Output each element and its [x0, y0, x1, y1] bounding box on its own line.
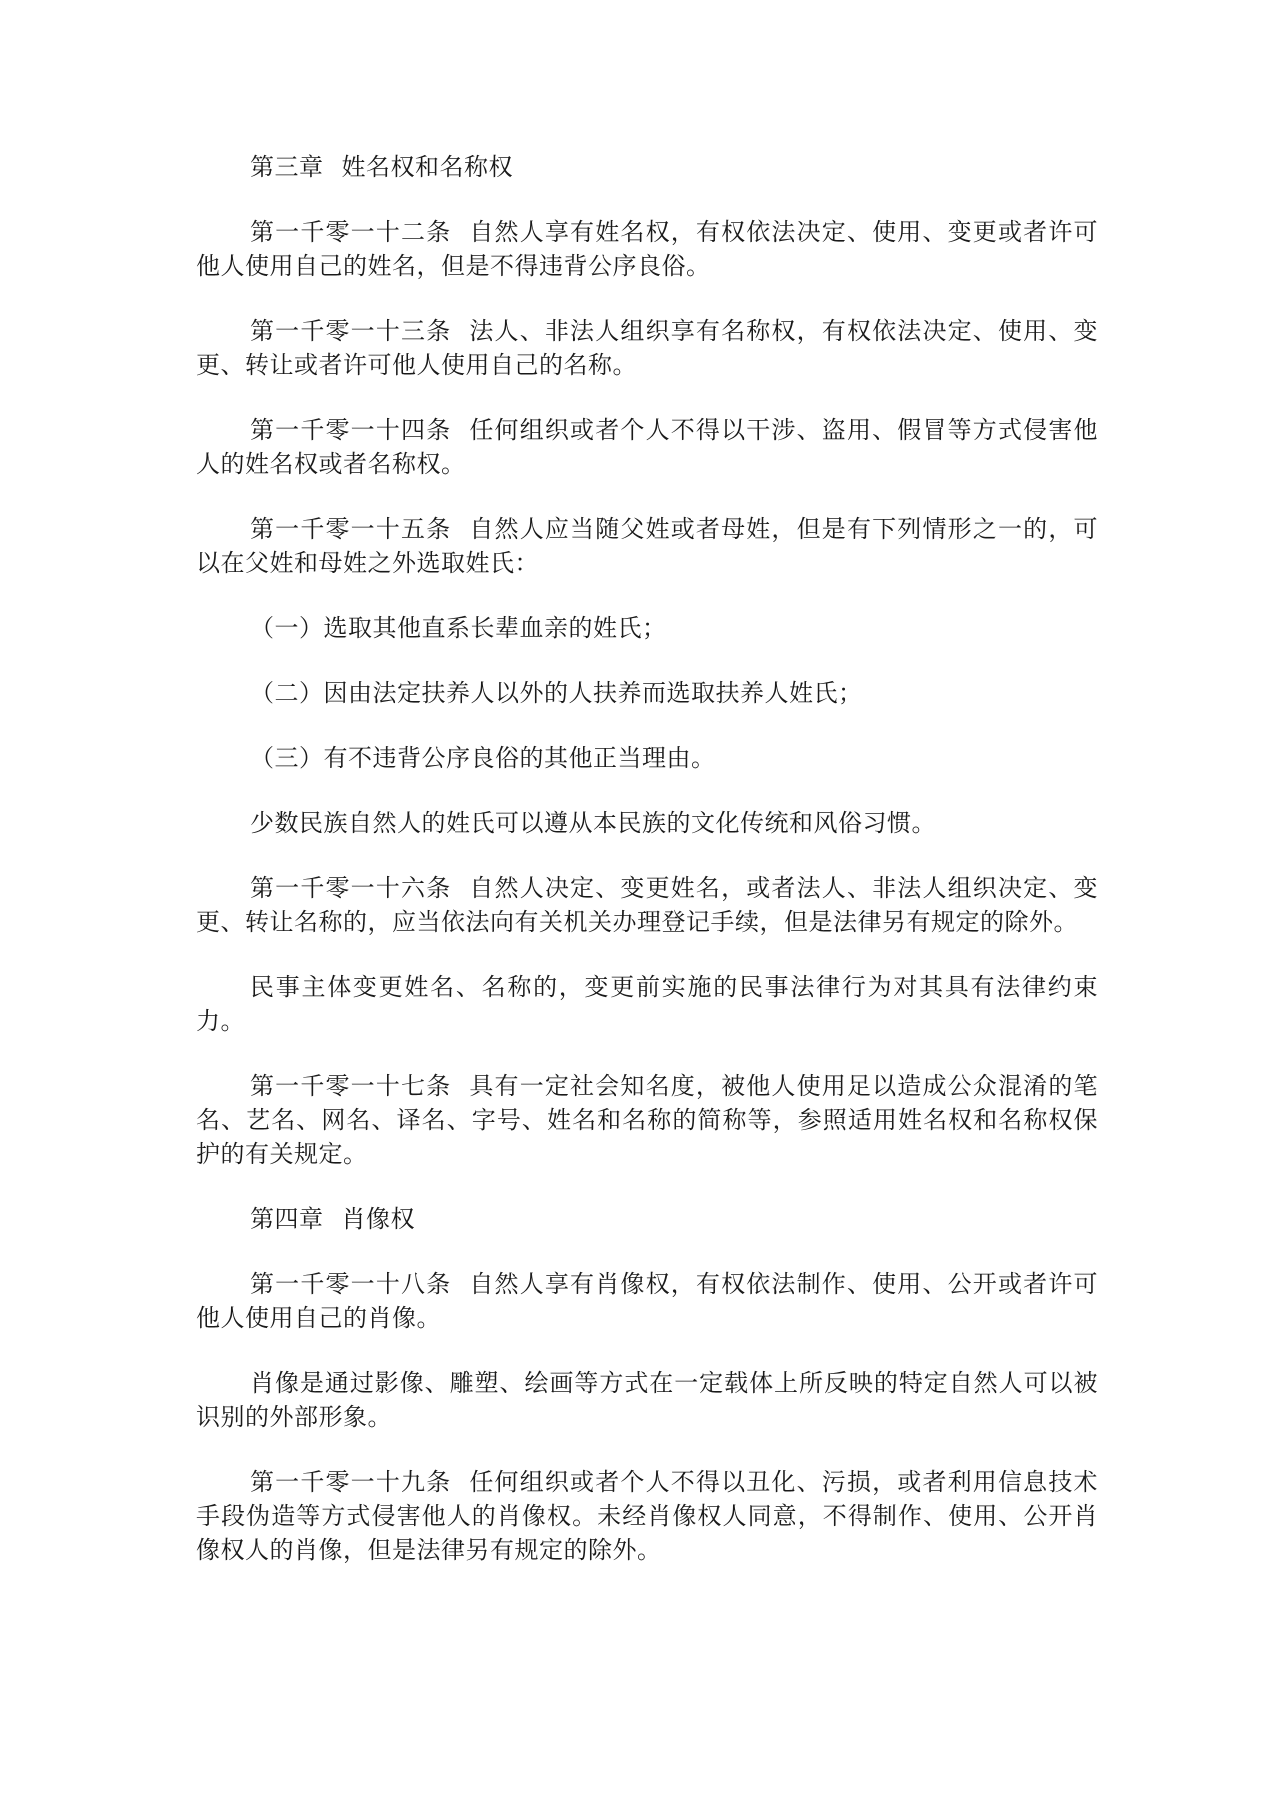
chapter-title: 姓名权和名称权	[341, 153, 513, 181]
body-paragraph	[196, 1366, 1098, 1434]
article-label: 第一千零一十三条	[250, 317, 452, 345]
chapter-heading	[196, 1202, 1098, 1236]
chapter-label: 第四章	[250, 1205, 324, 1233]
list-item	[196, 611, 1098, 645]
list-item-text: （二）因由法定扶养人以外的人扶养而选取扶养人姓氏；	[250, 679, 863, 707]
article-label: 第一千零一十八条	[250, 1270, 452, 1298]
document-body	[196, 150, 1098, 1598]
chapter-label: 第三章	[250, 153, 324, 181]
article-paragraph	[196, 512, 1098, 580]
article-label: 第一千零一十七条	[250, 1072, 452, 1100]
body-paragraph	[196, 970, 1098, 1038]
body-text: 肖像是通过影像、雕塑、绘画等方式在一定载体上所反映的特定自然人可以被识别的外部形象。	[196, 1369, 1098, 1431]
article-label: 第一千零一十六条	[250, 874, 452, 902]
body-text: 民事主体变更姓名、名称的，变更前实施的民事法律行为对其具有法律约束力。	[196, 973, 1098, 1035]
article-label: 第一千零一十五条	[250, 515, 452, 543]
article-text: 任何组织或者个人不得以干涉、盗用、假冒等方式侵害他人的姓名权或者名称权。	[196, 416, 1098, 478]
article-paragraph	[196, 1465, 1098, 1567]
article-label: 第一千零一十九条	[250, 1468, 452, 1496]
list-item	[196, 676, 1098, 710]
article-text: 自然人享有姓名权，有权依法决定、使用、变更或者许可他人使用自己的姓名，但是不得违背公序良俗。	[196, 218, 1098, 280]
article-paragraph	[196, 413, 1098, 481]
chapter-heading	[196, 150, 1098, 184]
body-text: 少数民族自然人的姓氏可以遵从本民族的文化传统和风俗习惯。	[250, 809, 936, 837]
article-label: 第一千零一十二条	[250, 218, 452, 246]
article-paragraph	[196, 314, 1098, 382]
article-label: 第一千零一十四条	[250, 416, 452, 444]
article-text: 具有一定社会知名度，被他人使用足以造成公众混淆的笔名、艺名、网名、译名、字号、姓名和名称的简称等，参照适用姓名权和名称权保护的有关规定。	[196, 1072, 1098, 1168]
article-text: 任何组织或者个人不得以丑化、污损，或者利用信息技术手段伪造等方式侵害他人的肖像权。未经肖像权人同意，不得制作、使用、公开肖像权人的肖像，但是法律另有规定的除外。	[196, 1468, 1098, 1564]
article-text: 自然人应当随父姓或者母姓，但是有下列情形之一的，可以在父姓和母姓之外选取姓氏：	[196, 515, 1098, 577]
article-paragraph	[196, 871, 1098, 939]
article-paragraph	[196, 1069, 1098, 1171]
article-paragraph	[196, 215, 1098, 283]
article-text: 自然人决定、变更姓名，或者法人、非法人组织决定、变更、转让名称的，应当依法向有关机关办理登记手续，但是法律另有规定的除外。	[196, 874, 1098, 936]
article-text: 自然人享有肖像权，有权依法制作、使用、公开或者许可他人使用自己的肖像。	[196, 1270, 1098, 1332]
article-paragraph	[196, 1267, 1098, 1335]
list-item-text: （一）选取其他直系长辈血亲的姓氏；	[250, 614, 667, 642]
list-item	[196, 741, 1098, 775]
list-item-text: （三）有不违背公序良俗的其他正当理由。	[250, 744, 716, 772]
body-paragraph	[196, 806, 1098, 840]
chapter-title: 肖像权	[341, 1205, 415, 1233]
article-text: 法人、非法人组织享有名称权，有权依法决定、使用、变更、转让或者许可他人使用自己的名称。	[196, 317, 1098, 379]
